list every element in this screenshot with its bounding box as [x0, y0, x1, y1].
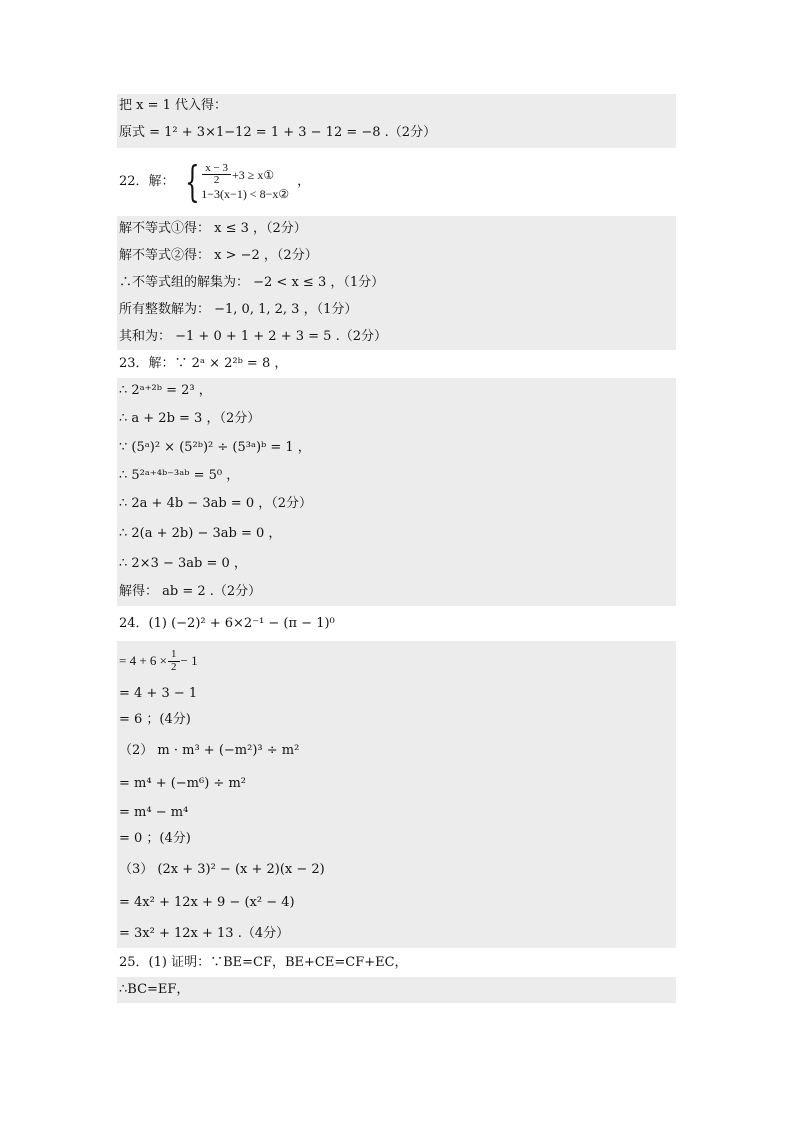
solution-line [117, 118, 676, 148]
solution-line [117, 242, 676, 269]
solution-line [117, 404, 676, 433]
solution-text: ∴ 5²ᵃ⁺⁴ᵇ⁻³ᵃᵇ = 5⁰ ， [119, 467, 240, 483]
fraction-numerator: 1 [168, 649, 180, 662]
solution-text: 把 x = 1 代入得： [119, 98, 228, 114]
system-brace: { [184, 157, 200, 206]
solution-text: 所有整数解为： −1, 0, 1, 2, 3 ，（1分） [119, 301, 358, 317]
solution-line [117, 825, 676, 853]
problem-number: 22．解： [119, 174, 175, 190]
solution-line [117, 269, 676, 296]
inequality-1 [201, 163, 289, 187]
solution-line [117, 606, 676, 641]
fraction [168, 649, 180, 673]
solution-text: （3） (2x + 3)² − (x + 2)(x − 2) [119, 861, 325, 877]
solution-text: 解不等式①得： x ≤ 3 ，（2分） [119, 221, 307, 237]
punctuation: ， [297, 174, 311, 190]
expression-prefix: = 4 + 6 × [119, 653, 167, 669]
solution-line [117, 518, 676, 550]
solution-line [117, 733, 676, 768]
solution-line [117, 350, 676, 378]
solution-text: ∴不等式组的解集为： −2 < x ≤ 3 ，（1分） [119, 274, 385, 290]
solution-text: ∴ 2ᵃ⁺²ᵇ = 2³ ， [119, 383, 212, 399]
solution-text: = 4 + 3 − 1 [119, 685, 198, 701]
expression-suffix: − 1 [180, 653, 198, 669]
solution-text: ∴ a + 2b = 3 ，（2分） [119, 410, 261, 426]
solution-text: 25．(1) 证明：∵BE=CF，BE+CE=CF+EC， [119, 954, 408, 970]
solution-text: 23．解：∵ 2ᵃ × 2²ᵇ = 8 ， [119, 356, 288, 372]
solution-text: = m⁴ + (−m⁶) ÷ m² [119, 776, 246, 792]
solution-line [117, 216, 676, 242]
solution-line [117, 853, 676, 886]
solution-line [117, 948, 676, 977]
solution-line [117, 296, 676, 323]
answer-sheet [117, 94, 676, 1003]
solution-line [117, 378, 676, 404]
solution-text: （2） m · m³ + (−m²)³ ÷ m² [119, 742, 300, 758]
solution-line [117, 148, 676, 216]
solution-text: ∵ (5ᵃ)² × (5²ᵇ)² ÷ (5³ᵃ)ᵇ = 1 ， [119, 439, 311, 455]
solution-line [117, 706, 676, 733]
solution-text: = m⁴ − m⁴ [119, 804, 189, 820]
solution-text: 解得： ab = 2 .（2分） [119, 584, 262, 600]
solution-text: = 6 ；(4分) [119, 711, 191, 727]
solution-text: 解不等式②得： x > −2 ，（2分） [119, 247, 318, 263]
solution-line [117, 641, 676, 681]
solution-line [117, 94, 676, 118]
solution-text: ∴ 2a + 4b − 3ab = 0 ，（2分） [119, 495, 313, 511]
solution-line [117, 550, 676, 578]
fraction [202, 163, 231, 187]
solution-text: = 3x² + 12x + 13 .（4分） [119, 926, 290, 942]
solution-text: ∴BC=EF， [119, 982, 190, 998]
solution-text: 其和为： −1 + 0 + 1 + 2 + 3 = 5 .（2分） [119, 328, 387, 344]
solution-line [117, 681, 676, 706]
solution-line [117, 768, 676, 800]
solution-text: = 4x² + 12x + 9 − (x² − 4) [119, 895, 295, 911]
inequality-1-rest: +3 ≥ x① [232, 167, 275, 182]
solution-line [117, 462, 676, 489]
inequality-2: 1−3(x−1) < 8−x② [201, 186, 290, 201]
inequality-system [201, 163, 289, 201]
solution-line [117, 433, 676, 462]
solution-text: ∴ 2(a + 2b) − 3ab = 0 ， [119, 526, 282, 542]
solution-text: = 0 ；(4分) [119, 831, 191, 847]
solution-line [117, 920, 676, 948]
solution-text: 原式 = 1² + 3×1−12 = 1 + 3 − 12 = −8 .（2分） [119, 125, 437, 141]
solution-line [117, 800, 676, 825]
solution-line [117, 489, 676, 518]
fraction-denominator: 2 [171, 660, 177, 673]
solution-line [117, 886, 676, 920]
solution-line [117, 977, 676, 1003]
fraction-numerator: x − 3 [202, 163, 231, 176]
solution-text: 24．(1) (−2)² + 6×2⁻¹ − (π − 1)⁰ [119, 615, 335, 631]
fraction-denominator: 2 [213, 174, 220, 187]
solution-text: ∴ 2×3 − 3ab = 0 ， [119, 556, 247, 572]
solution-line [117, 578, 676, 606]
solution-line [117, 323, 676, 350]
